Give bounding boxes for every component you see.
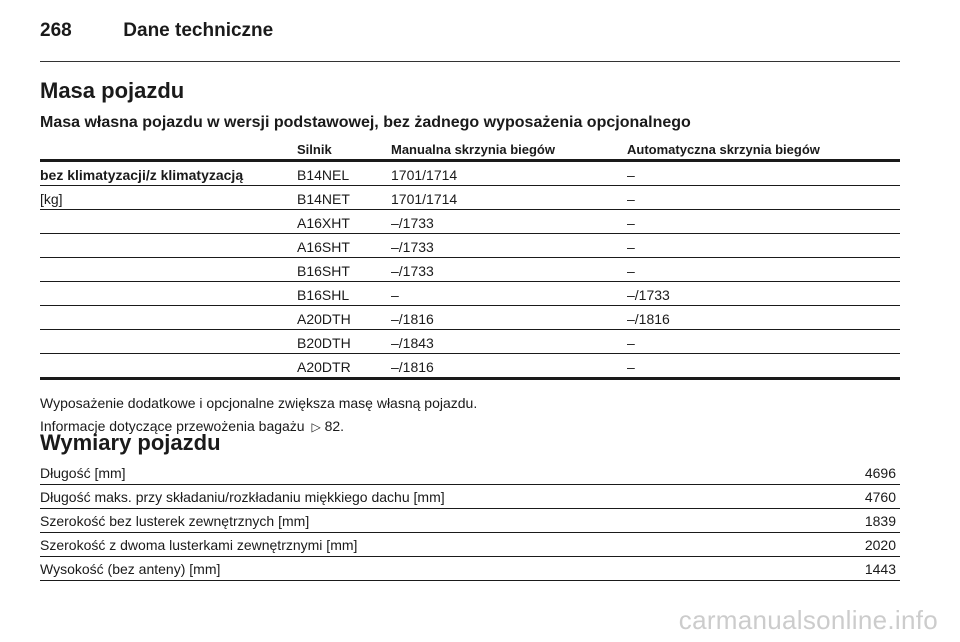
engine-cell: B16SHL bbox=[297, 287, 350, 303]
table-row bbox=[40, 354, 900, 380]
mass-heading: Masa pojazdu bbox=[40, 78, 185, 103]
auto-cell: – bbox=[627, 335, 635, 351]
auto-cell: – bbox=[627, 167, 635, 183]
auto-cell: –/1733 bbox=[627, 287, 670, 303]
mass-note: Wyposażenie dodatkowe i opcjonalne zwiększa masę własną pojazdu. bbox=[40, 395, 478, 411]
table-row bbox=[40, 485, 900, 509]
engine-cell: B14NEL bbox=[297, 167, 350, 183]
dimension-label: Długość [mm] bbox=[40, 465, 126, 481]
dimension-label: Długość maks. przy składaniu/rozkładaniu miękkiego dachu [mm] bbox=[40, 489, 445, 505]
engine-cell: B14NET bbox=[297, 191, 350, 207]
mass-subheading: Masa własna pojazdu w wersji podstawowej, bez żadnego wyposażenia opcjonalnego bbox=[40, 114, 691, 131]
dimension-value: 4696 bbox=[864, 465, 896, 481]
site-watermark: carmanualsonline.info bbox=[678, 605, 938, 635]
dimension-label: Wysokość (bez anteny) [mm] bbox=[40, 561, 221, 577]
col-manual: Manualna skrzynia biegów bbox=[391, 142, 555, 157]
auto-cell: –/1816 bbox=[627, 311, 670, 327]
mass-table-header bbox=[40, 139, 900, 159]
dimension-value: 1839 bbox=[864, 513, 896, 529]
table-row bbox=[40, 186, 900, 210]
table-row bbox=[40, 509, 900, 533]
auto-cell: – bbox=[627, 263, 635, 279]
engine-cell: A20DTH bbox=[297, 311, 351, 327]
table-row bbox=[40, 306, 900, 330]
mass-table-body bbox=[40, 162, 900, 380]
table-row bbox=[40, 162, 900, 186]
table-row bbox=[40, 282, 900, 306]
page-number: 268 bbox=[40, 20, 72, 41]
auto-cell: – bbox=[627, 215, 635, 231]
engine-cell: A20DTR bbox=[297, 359, 351, 375]
manual-cell: 1701/1714 bbox=[391, 167, 458, 183]
table-row bbox=[40, 234, 900, 258]
table-row bbox=[40, 258, 900, 282]
manual-cell: –/1843 bbox=[391, 335, 434, 351]
luggage-note-text: Informacje dotyczące przewożenia bagażu bbox=[40, 418, 305, 434]
engine-cell: A16XHT bbox=[297, 215, 350, 231]
col-auto: Automatyczna skrzynia biegów bbox=[627, 142, 820, 157]
page-ref-link[interactable]: 82. bbox=[324, 418, 345, 434]
mass-table bbox=[40, 139, 900, 380]
col-engine: Silnik bbox=[297, 142, 332, 157]
dimension-label: Szerokość z dwoma lusterkami zewnętrznymi [mm] bbox=[40, 537, 358, 553]
manual-cell: – bbox=[391, 287, 399, 303]
dimension-label: Szerokość bez lusterek zewnętrznych [mm] bbox=[40, 513, 310, 529]
dimensions-table bbox=[40, 461, 900, 581]
row-label-ac: bez klimatyzacji/z klimatyzacją bbox=[40, 167, 244, 183]
page-header bbox=[40, 20, 273, 42]
header-divider bbox=[40, 61, 900, 62]
table-row bbox=[40, 461, 900, 485]
row-label-unit: [kg] bbox=[40, 191, 63, 207]
page-ref-arrow-icon: ▷ bbox=[311, 420, 321, 434]
manual-cell: –/1816 bbox=[391, 359, 434, 375]
manual-cell: –/1733 bbox=[391, 215, 434, 231]
manual-cell: –/1733 bbox=[391, 239, 434, 255]
manual-cell: –/1733 bbox=[391, 263, 434, 279]
manual-cell: –/1816 bbox=[391, 311, 434, 327]
dimension-value: 1443 bbox=[864, 561, 896, 577]
table-row bbox=[40, 557, 900, 581]
dimension-value: 4760 bbox=[864, 489, 896, 505]
engine-cell: A16SHT bbox=[297, 239, 350, 255]
dimension-value: 2020 bbox=[864, 537, 896, 553]
table-row bbox=[40, 533, 900, 557]
dimensions-heading: Wymiary pojazdu bbox=[40, 430, 221, 455]
engine-cell: B16SHT bbox=[297, 263, 350, 279]
auto-cell: – bbox=[627, 191, 635, 207]
manual-cell: 1701/1714 bbox=[391, 191, 458, 207]
auto-cell: – bbox=[627, 359, 635, 375]
table-row bbox=[40, 330, 900, 354]
table-row bbox=[40, 210, 900, 234]
auto-cell: – bbox=[627, 239, 635, 255]
section-title: Dane techniczne bbox=[123, 20, 274, 41]
engine-cell: B20DTH bbox=[297, 335, 351, 351]
